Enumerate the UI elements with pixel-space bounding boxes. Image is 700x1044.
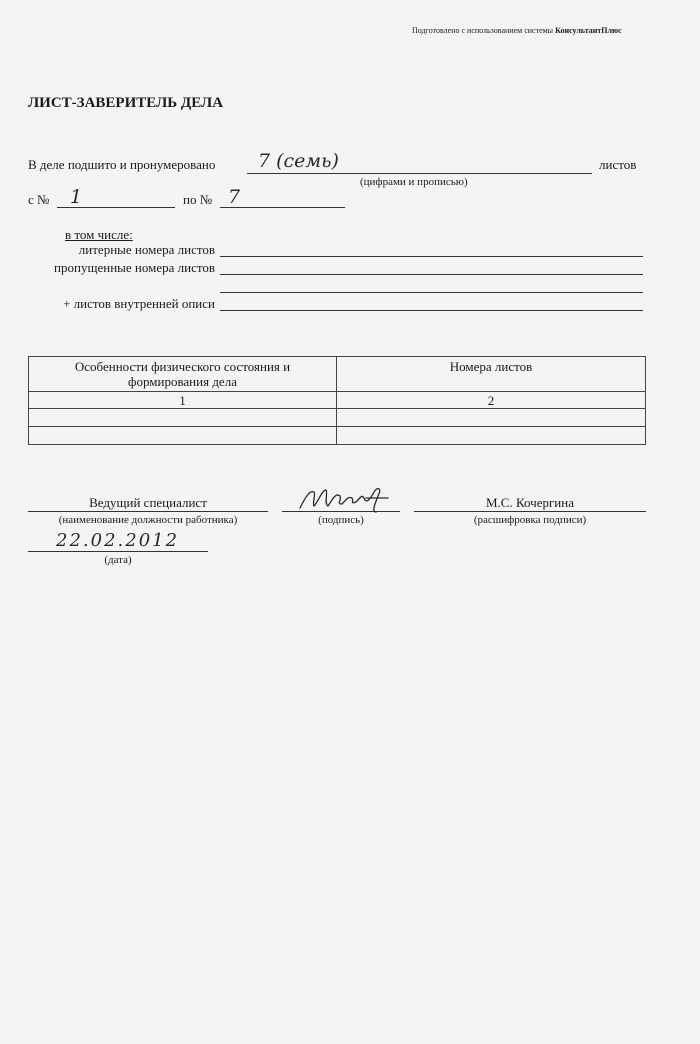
table-col-number-2: 2: [337, 392, 646, 409]
to-label: по №: [183, 192, 213, 207]
handwritten-signature-image: [296, 482, 396, 514]
from-label: с №: [28, 192, 50, 207]
signer-name-caption: (расшифровка подписи): [473, 514, 587, 526]
missing-numbers-label: пропущенные номера листов: [54, 260, 215, 275]
date-line: [28, 551, 208, 552]
table-numbering-row: [29, 392, 646, 409]
sheets-intro: В деле подшито и пронумеровано: [28, 157, 216, 172]
table-header-sheet-numbers: Номера листов: [337, 357, 646, 392]
missing-numbers-line: [220, 274, 643, 275]
position-caption: (наименование должности работника): [58, 514, 238, 526]
sheets-count-line: [247, 173, 592, 174]
condition-table: [28, 356, 646, 445]
prepared-prefix: Подготовлено с использованием системы: [412, 26, 554, 35]
table-cell: [337, 427, 646, 445]
page-title: ЛИСТ-ЗАВЕРИТЕЛЬ ДЕЛА: [28, 95, 224, 111]
sheets-suffix: листов: [599, 157, 637, 172]
position-value: Ведущий специалист: [89, 495, 207, 510]
letter-numbers-line: [220, 256, 643, 257]
signer-name-line: [414, 511, 646, 512]
table-row: [29, 409, 646, 427]
table-row: [29, 427, 646, 445]
table-header-row: [29, 357, 646, 392]
table-header-condition: Особенности физического состояния и формирования дела: [29, 357, 337, 392]
table-cell: [29, 409, 337, 427]
missing-numbers-line-2: [220, 292, 643, 293]
to-value-handwritten: 7: [228, 186, 241, 208]
signature-caption: (подпись): [318, 514, 364, 526]
prepared-note: [412, 26, 622, 36]
including-label: в том числе:: [65, 227, 133, 242]
date-caption: (дата): [104, 554, 132, 566]
inner-inventory-line: [220, 310, 643, 311]
sheets-hint: (цифрами и прописью): [360, 176, 468, 188]
sheets-count-handwritten: 7 (семь): [258, 150, 339, 172]
table-cell: [29, 427, 337, 445]
date-handwritten: 22.02.2012: [56, 530, 180, 551]
signer-name: М.С. Кочергина: [486, 495, 574, 510]
inner-inventory-label: + листов внутренней описи: [63, 296, 215, 311]
position-line: [28, 511, 268, 512]
prepared-brand: КонсультантПлюс: [555, 26, 622, 35]
from-value-handwritten: 1: [70, 186, 83, 208]
letter-numbers-label: литерные номера листов: [78, 242, 215, 257]
table-col-number-1: 1: [29, 392, 337, 409]
table-cell: [337, 409, 646, 427]
